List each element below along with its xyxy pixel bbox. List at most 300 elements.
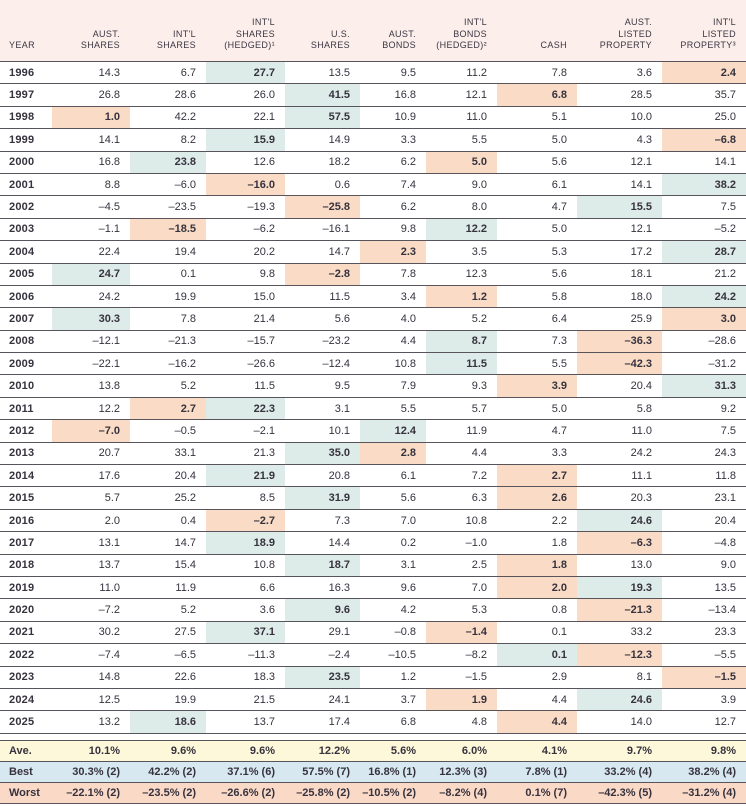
value-cell: 11.5 bbox=[285, 285, 360, 307]
value-cell: 27.5 bbox=[130, 621, 206, 643]
value-cell: 15.4 bbox=[130, 554, 206, 576]
summary-value-cell: 12.3% (3) bbox=[426, 761, 497, 782]
value-cell: 14.7 bbox=[285, 241, 360, 263]
value-cell: 1.2 bbox=[360, 666, 426, 688]
value-cell: 13.0 bbox=[577, 554, 662, 576]
value-cell: 12.1 bbox=[426, 84, 497, 106]
value-cell: 4.4 bbox=[426, 442, 497, 464]
value-cell: –19.3 bbox=[206, 196, 285, 218]
value-cell: 5.3 bbox=[497, 241, 577, 263]
value-cell: –4.5 bbox=[52, 196, 130, 218]
value-cell: 17.4 bbox=[285, 711, 360, 733]
year-row-2007 bbox=[0, 308, 746, 330]
value-cell: 5.7 bbox=[52, 487, 130, 509]
value-cell: 2.2 bbox=[497, 509, 577, 531]
value-cell: 5.6 bbox=[497, 263, 577, 285]
worst-value-cell: 3.9 bbox=[497, 375, 577, 397]
value-cell: 4.4 bbox=[497, 688, 577, 710]
year-cell: 2022 bbox=[0, 644, 52, 666]
summary-value-cell: 16.8% (1) bbox=[360, 761, 426, 782]
column-header-year: YEAR bbox=[0, 0, 52, 62]
worst-value-cell: –1.4 bbox=[426, 621, 497, 643]
best-value-cell: 15.9 bbox=[206, 129, 285, 151]
worst-value-cell: –7.0 bbox=[52, 420, 130, 442]
value-cell: 14.7 bbox=[130, 532, 206, 554]
summary-label: Ave. bbox=[0, 740, 52, 761]
value-cell: 13.2 bbox=[52, 711, 130, 733]
year-cell: 1996 bbox=[0, 62, 52, 84]
year-cell: 2013 bbox=[0, 442, 52, 464]
value-cell: 7.0 bbox=[360, 509, 426, 531]
value-cell: 5.5 bbox=[360, 397, 426, 419]
value-cell: 14.9 bbox=[285, 129, 360, 151]
value-cell: –1.0 bbox=[426, 532, 497, 554]
year-row-2011 bbox=[0, 397, 746, 419]
value-cell: 9.8 bbox=[360, 218, 426, 240]
value-cell: 5.6 bbox=[285, 308, 360, 330]
summary-value-cell: 33.2% (4) bbox=[577, 761, 662, 782]
year-cell: 1997 bbox=[0, 84, 52, 106]
value-cell: 7.9 bbox=[360, 375, 426, 397]
year-row-2024 bbox=[0, 688, 746, 710]
value-cell: –0.5 bbox=[130, 420, 206, 442]
value-cell: 7.3 bbox=[497, 330, 577, 352]
year-row-2000 bbox=[0, 151, 746, 173]
value-cell: 24.2 bbox=[577, 442, 662, 464]
value-cell: 7.3 bbox=[285, 509, 360, 531]
value-cell: 19.9 bbox=[130, 285, 206, 307]
column-header-cash: CASH bbox=[497, 0, 577, 62]
best-value-cell: 23.8 bbox=[130, 151, 206, 173]
year-row-2013 bbox=[0, 442, 746, 464]
value-cell: 23.3 bbox=[662, 621, 746, 643]
value-cell: –2.1 bbox=[206, 420, 285, 442]
best-value-cell: 31.3 bbox=[662, 375, 746, 397]
value-cell: 24.1 bbox=[285, 688, 360, 710]
year-row-2021 bbox=[0, 621, 746, 643]
year-cell: 2000 bbox=[0, 151, 52, 173]
value-cell: 7.8 bbox=[497, 62, 577, 84]
year-row-2018 bbox=[0, 554, 746, 576]
value-cell: 21.3 bbox=[206, 442, 285, 464]
best-value-cell: 18.7 bbox=[285, 554, 360, 576]
value-cell: 7.2 bbox=[426, 465, 497, 487]
year-row-2005 bbox=[0, 263, 746, 285]
year-row-2008 bbox=[0, 330, 746, 352]
summary-value-cell: 4.1% bbox=[497, 740, 577, 761]
value-cell: 6.4 bbox=[497, 308, 577, 330]
year-cell: 2005 bbox=[0, 263, 52, 285]
value-cell: 4.4 bbox=[360, 330, 426, 352]
column-header-aust-listed-property: AUST. LISTED PROPERTY bbox=[577, 0, 662, 62]
value-cell: 5.0 bbox=[497, 218, 577, 240]
worst-value-cell: 1.9 bbox=[426, 688, 497, 710]
worst-value-cell: –16.0 bbox=[206, 173, 285, 195]
value-cell: 11.0 bbox=[426, 106, 497, 128]
value-cell: 20.8 bbox=[285, 465, 360, 487]
best-value-cell: 28.7 bbox=[662, 241, 746, 263]
value-cell: 8.0 bbox=[426, 196, 497, 218]
summary-value-cell: 5.6% bbox=[360, 740, 426, 761]
value-cell: –23.2 bbox=[285, 330, 360, 352]
worst-value-cell: 3.0 bbox=[662, 308, 746, 330]
value-cell: –7.4 bbox=[52, 644, 130, 666]
year-cell: 2018 bbox=[0, 554, 52, 576]
best-value-cell: 12.2 bbox=[426, 218, 497, 240]
value-cell: 6.8 bbox=[360, 711, 426, 733]
value-cell: 9.3 bbox=[426, 375, 497, 397]
value-cell: 18.1 bbox=[577, 263, 662, 285]
value-cell: 28.6 bbox=[130, 84, 206, 106]
value-cell: 2.0 bbox=[52, 509, 130, 531]
year-cell: 2010 bbox=[0, 375, 52, 397]
value-cell: 5.1 bbox=[497, 106, 577, 128]
column-header-intl-bonds-hedged: INT'L BONDS (HEDGED)² bbox=[426, 0, 497, 62]
year-row-1998 bbox=[0, 106, 746, 128]
value-cell: 3.9 bbox=[662, 688, 746, 710]
best-value-cell: 30.3 bbox=[52, 308, 130, 330]
column-header-intl-shares-hedged: INT'L SHARES (HEDGED)¹ bbox=[206, 0, 285, 62]
worst-value-cell: –21.3 bbox=[577, 599, 662, 621]
value-cell: 13.7 bbox=[206, 711, 285, 733]
value-cell: 33.1 bbox=[130, 442, 206, 464]
value-cell: –10.5 bbox=[360, 644, 426, 666]
value-cell: 14.3 bbox=[52, 62, 130, 84]
value-cell: 9.2 bbox=[662, 397, 746, 419]
value-cell: –5.2 bbox=[662, 218, 746, 240]
value-cell: 5.8 bbox=[577, 397, 662, 419]
value-cell: 18.2 bbox=[285, 151, 360, 173]
value-cell: 11.5 bbox=[206, 375, 285, 397]
spacer bbox=[0, 733, 746, 740]
value-cell: 4.3 bbox=[577, 129, 662, 151]
best-value-cell: 24.2 bbox=[662, 285, 746, 307]
value-cell: 13.1 bbox=[52, 532, 130, 554]
worst-value-cell: –25.8 bbox=[285, 196, 360, 218]
year-cell: 1999 bbox=[0, 129, 52, 151]
worst-value-cell: 5.0 bbox=[426, 151, 497, 173]
worst-value-cell: 2.7 bbox=[130, 397, 206, 419]
year-row-2002 bbox=[0, 196, 746, 218]
year-cell: 2008 bbox=[0, 330, 52, 352]
value-cell: 22.4 bbox=[52, 241, 130, 263]
value-cell: 10.8 bbox=[206, 554, 285, 576]
value-cell: 11.0 bbox=[52, 576, 130, 598]
value-cell: 4.2 bbox=[360, 599, 426, 621]
best-value-cell: 38.2 bbox=[662, 173, 746, 195]
value-cell: –31.2 bbox=[662, 353, 746, 375]
value-cell: 20.3 bbox=[577, 487, 662, 509]
value-cell: 1.8 bbox=[497, 532, 577, 554]
value-cell: 13.5 bbox=[662, 576, 746, 598]
worst-value-cell: 1.2 bbox=[426, 285, 497, 307]
worst-value-cell: 1.8 bbox=[497, 554, 577, 576]
value-cell: 14.1 bbox=[662, 151, 746, 173]
value-cell: 11.9 bbox=[426, 420, 497, 442]
value-cell: 19.4 bbox=[130, 241, 206, 263]
value-cell: 0.1 bbox=[130, 263, 206, 285]
value-cell: –13.4 bbox=[662, 599, 746, 621]
value-cell: 5.5 bbox=[497, 353, 577, 375]
value-cell: 12.1 bbox=[577, 218, 662, 240]
value-cell: 3.1 bbox=[360, 554, 426, 576]
value-cell: 8.2 bbox=[130, 129, 206, 151]
value-cell: 33.2 bbox=[577, 621, 662, 643]
year-cell: 2007 bbox=[0, 308, 52, 330]
value-cell: 18.3 bbox=[206, 666, 285, 688]
year-cell: 2021 bbox=[0, 621, 52, 643]
value-cell: –22.1 bbox=[52, 353, 130, 375]
value-cell: 21.5 bbox=[206, 688, 285, 710]
value-cell: 17.2 bbox=[577, 241, 662, 263]
value-cell: 3.4 bbox=[360, 285, 426, 307]
value-cell: 21.4 bbox=[206, 308, 285, 330]
value-cell: 3.3 bbox=[360, 129, 426, 151]
year-row-2001 bbox=[0, 173, 746, 195]
year-row-2020 bbox=[0, 599, 746, 621]
value-cell: 6.6 bbox=[206, 576, 285, 598]
value-cell: 10.8 bbox=[426, 509, 497, 531]
value-cell: 35.7 bbox=[662, 84, 746, 106]
value-cell: 24.3 bbox=[662, 442, 746, 464]
value-cell: –12.1 bbox=[52, 330, 130, 352]
header-row bbox=[0, 0, 746, 62]
value-cell: 20.7 bbox=[52, 442, 130, 464]
value-cell: 4.7 bbox=[497, 196, 577, 218]
year-row-1997 bbox=[0, 84, 746, 106]
value-cell: 11.0 bbox=[577, 420, 662, 442]
worst-value-cell: 2.8 bbox=[360, 442, 426, 464]
year-cell: 1998 bbox=[0, 106, 52, 128]
value-cell: 16.8 bbox=[360, 84, 426, 106]
column-header-aust-bonds: AUST. BONDS bbox=[360, 0, 426, 62]
value-cell: 16.8 bbox=[52, 151, 130, 173]
value-cell: –28.6 bbox=[662, 330, 746, 352]
year-cell: 2006 bbox=[0, 285, 52, 307]
summary-body bbox=[0, 740, 746, 804]
summary-value-cell: 9.8% bbox=[662, 740, 746, 761]
value-cell: 20.4 bbox=[577, 375, 662, 397]
summary-value-cell: 12.2% bbox=[285, 740, 360, 761]
worst-value-cell: –18.5 bbox=[130, 218, 206, 240]
best-value-cell: 24.7 bbox=[52, 263, 130, 285]
value-cell: 26.0 bbox=[206, 84, 285, 106]
best-value-cell: 0.1 bbox=[497, 644, 577, 666]
year-cell: 2012 bbox=[0, 420, 52, 442]
worst-value-cell: 2.3 bbox=[360, 241, 426, 263]
value-cell: 8.8 bbox=[52, 173, 130, 195]
value-cell: 6.7 bbox=[130, 62, 206, 84]
worst-value-cell: –36.3 bbox=[577, 330, 662, 352]
value-cell: 20.4 bbox=[662, 509, 746, 531]
value-cell: –1.1 bbox=[52, 218, 130, 240]
worst-value-cell: 4.4 bbox=[497, 711, 577, 733]
column-header-intl-shares: INT'L SHARES bbox=[130, 0, 206, 62]
year-cell: 2019 bbox=[0, 576, 52, 598]
worst-value-cell: 2.6 bbox=[497, 487, 577, 509]
value-cell: 5.2 bbox=[130, 375, 206, 397]
best-value-cell: 35.0 bbox=[285, 442, 360, 464]
value-cell: 16.3 bbox=[285, 576, 360, 598]
value-cell: 7.4 bbox=[360, 173, 426, 195]
value-cell: 11.2 bbox=[426, 62, 497, 84]
summary-row-worst bbox=[0, 783, 746, 804]
year-cell: 2016 bbox=[0, 509, 52, 531]
year-cell: 2011 bbox=[0, 397, 52, 419]
year-row-2010 bbox=[0, 375, 746, 397]
worst-value-cell: –1.5 bbox=[662, 666, 746, 688]
value-cell: 7.5 bbox=[662, 196, 746, 218]
value-cell: 14.4 bbox=[285, 532, 360, 554]
value-cell: 7.5 bbox=[662, 420, 746, 442]
best-value-cell: 11.5 bbox=[426, 353, 497, 375]
best-value-cell: 12.4 bbox=[360, 420, 426, 442]
year-row-2022 bbox=[0, 644, 746, 666]
summary-row-best bbox=[0, 761, 746, 782]
value-cell: –0.8 bbox=[360, 621, 426, 643]
summary-value-cell: 37.1% (6) bbox=[206, 761, 285, 782]
value-cell: –26.6 bbox=[206, 353, 285, 375]
year-cell: 2003 bbox=[0, 218, 52, 240]
value-cell: 0.2 bbox=[360, 532, 426, 554]
value-cell: 10.9 bbox=[360, 106, 426, 128]
value-cell: 13.8 bbox=[52, 375, 130, 397]
best-value-cell: 57.5 bbox=[285, 106, 360, 128]
summary-value-cell: 7.8% (1) bbox=[497, 761, 577, 782]
year-row-2012 bbox=[0, 420, 746, 442]
value-cell: 5.0 bbox=[497, 397, 577, 419]
worst-value-cell: 2.7 bbox=[497, 465, 577, 487]
best-value-cell: 9.6 bbox=[285, 599, 360, 621]
year-row-2015 bbox=[0, 487, 746, 509]
summary-value-cell: –22.1% (2) bbox=[52, 783, 130, 804]
summary-value-cell: 9.6% bbox=[206, 740, 285, 761]
best-value-cell: 22.3 bbox=[206, 397, 285, 419]
value-cell: 11.1 bbox=[577, 465, 662, 487]
summary-value-cell: –10.5% (2) bbox=[360, 783, 426, 804]
summary-value-cell: 9.6% bbox=[130, 740, 206, 761]
value-cell: 6.1 bbox=[497, 173, 577, 195]
value-cell: 0.4 bbox=[130, 509, 206, 531]
year-cell: 2023 bbox=[0, 666, 52, 688]
year-row-2017 bbox=[0, 532, 746, 554]
value-cell: –6.5 bbox=[130, 644, 206, 666]
summary-value-cell: 30.3% (2) bbox=[52, 761, 130, 782]
value-cell: 24.2 bbox=[52, 285, 130, 307]
value-cell: 5.2 bbox=[130, 599, 206, 621]
value-cell: –12.4 bbox=[285, 353, 360, 375]
summary-value-cell: 9.7% bbox=[577, 740, 662, 761]
value-cell: –7.2 bbox=[52, 599, 130, 621]
value-cell: 9.8 bbox=[206, 263, 285, 285]
best-value-cell: 8.7 bbox=[426, 330, 497, 352]
value-cell: 25.9 bbox=[577, 308, 662, 330]
value-cell: 5.3 bbox=[426, 599, 497, 621]
worst-value-cell: 6.8 bbox=[497, 84, 577, 106]
worst-value-cell: –6.8 bbox=[662, 129, 746, 151]
value-cell: 12.5 bbox=[52, 688, 130, 710]
value-cell: 3.1 bbox=[285, 397, 360, 419]
worst-value-cell: –6.3 bbox=[577, 532, 662, 554]
value-cell: –5.5 bbox=[662, 644, 746, 666]
value-cell: 10.0 bbox=[577, 106, 662, 128]
year-cell: 2024 bbox=[0, 688, 52, 710]
best-value-cell: 24.6 bbox=[577, 688, 662, 710]
value-cell: –16.1 bbox=[285, 218, 360, 240]
value-cell: 42.2 bbox=[130, 106, 206, 128]
summary-value-cell: 10.1% bbox=[52, 740, 130, 761]
year-cell: 2014 bbox=[0, 465, 52, 487]
value-cell: 9.0 bbox=[426, 173, 497, 195]
value-cell: –1.5 bbox=[426, 666, 497, 688]
value-cell: 5.0 bbox=[497, 129, 577, 151]
value-cell: 25.0 bbox=[662, 106, 746, 128]
value-cell: 9.0 bbox=[662, 554, 746, 576]
value-cell: 14.8 bbox=[52, 666, 130, 688]
year-row-2025 bbox=[0, 711, 746, 733]
year-row-1996 bbox=[0, 62, 746, 84]
value-cell: 2.5 bbox=[426, 554, 497, 576]
column-header-us-shares: U.S. SHARES bbox=[285, 0, 360, 62]
value-cell: 8.1 bbox=[577, 666, 662, 688]
worst-value-cell: –12.3 bbox=[577, 644, 662, 666]
best-value-cell: 41.5 bbox=[285, 84, 360, 106]
value-cell: 0.1 bbox=[497, 621, 577, 643]
best-value-cell: 15.5 bbox=[577, 196, 662, 218]
value-cell: 3.6 bbox=[206, 599, 285, 621]
best-value-cell: 19.3 bbox=[577, 576, 662, 598]
value-cell: 11.8 bbox=[662, 465, 746, 487]
summary-row-ave bbox=[0, 740, 746, 761]
worst-value-cell: –42.3 bbox=[577, 353, 662, 375]
value-cell: 22.6 bbox=[130, 666, 206, 688]
value-cell: 23.1 bbox=[662, 487, 746, 509]
value-cell: 12.3 bbox=[426, 263, 497, 285]
column-header-aust-shares: AUST. SHARES bbox=[52, 0, 130, 62]
value-cell: 7.8 bbox=[130, 308, 206, 330]
value-cell: 0.8 bbox=[497, 599, 577, 621]
value-cell: 14.1 bbox=[577, 173, 662, 195]
summary-value-cell: –25.8% (2) bbox=[285, 783, 360, 804]
best-value-cell: 21.9 bbox=[206, 465, 285, 487]
value-cell: 9.6 bbox=[360, 576, 426, 598]
value-cell: 22.1 bbox=[206, 106, 285, 128]
year-cell: 2001 bbox=[0, 173, 52, 195]
value-cell: 5.6 bbox=[360, 487, 426, 509]
value-cell: 2.9 bbox=[497, 666, 577, 688]
value-cell: 10.8 bbox=[360, 353, 426, 375]
summary-value-cell: –31.2% (4) bbox=[662, 783, 746, 804]
best-value-cell: 18.9 bbox=[206, 532, 285, 554]
year-cell: 2025 bbox=[0, 711, 52, 733]
value-cell: 6.2 bbox=[360, 196, 426, 218]
value-cell: –15.7 bbox=[206, 330, 285, 352]
year-row-2019 bbox=[0, 576, 746, 598]
value-cell: 5.7 bbox=[426, 397, 497, 419]
summary-value-cell: 0.1% (7) bbox=[497, 783, 577, 804]
value-cell: –6.2 bbox=[206, 218, 285, 240]
value-cell: 29.1 bbox=[285, 621, 360, 643]
value-cell: 20.2 bbox=[206, 241, 285, 263]
summary-label: Worst bbox=[0, 783, 52, 804]
value-cell: –2.4 bbox=[285, 644, 360, 666]
value-cell: 30.2 bbox=[52, 621, 130, 643]
value-cell: 3.5 bbox=[426, 241, 497, 263]
year-cell: 2002 bbox=[0, 196, 52, 218]
year-row-2009 bbox=[0, 353, 746, 375]
value-cell: 9.5 bbox=[360, 62, 426, 84]
summary-label: Best bbox=[0, 761, 52, 782]
